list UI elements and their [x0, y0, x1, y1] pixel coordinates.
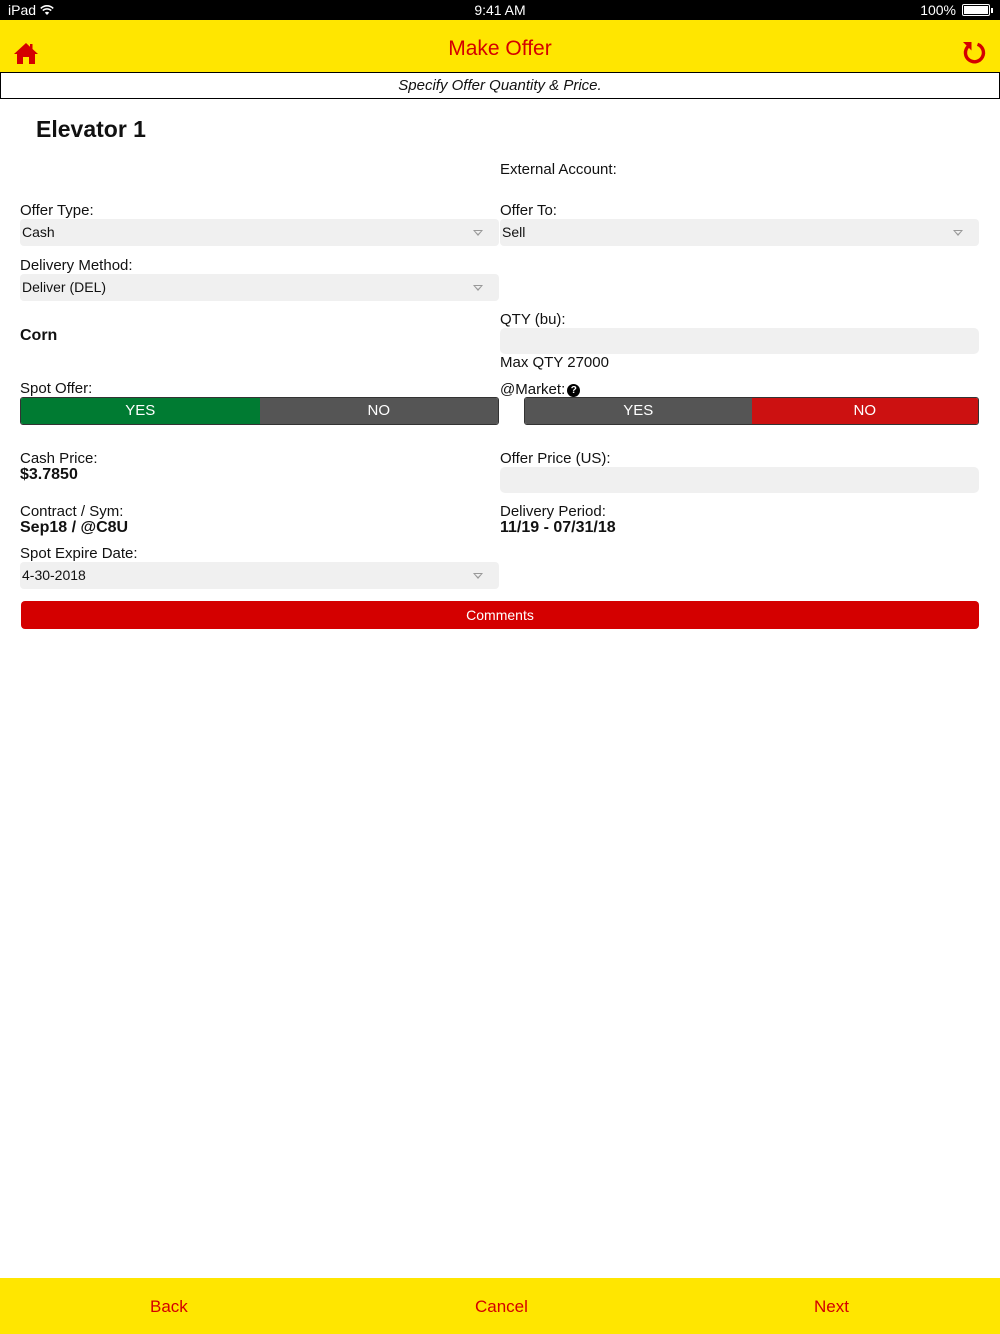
- dropdown-arrow-icon: [473, 230, 483, 236]
- offer-type-label: Offer Type:: [20, 202, 94, 219]
- delivery-period-label: Delivery Period:: [500, 503, 606, 520]
- offer-to-select[interactable]: [500, 219, 979, 246]
- next-button[interactable]: Next: [814, 1297, 849, 1316]
- offer-to-value: Sell: [502, 224, 526, 240]
- at-market-toggle[interactable]: [524, 397, 979, 425]
- cancel-button[interactable]: Cancel: [475, 1297, 528, 1316]
- back-button[interactable]: Back: [150, 1297, 188, 1316]
- at-market-label-text: @Market:: [500, 381, 566, 398]
- external-account-label: External Account:: [500, 161, 617, 178]
- battery-icon: [962, 4, 990, 16]
- offer-price-label: Offer Price (US):: [500, 450, 611, 467]
- delivery-period-value: 11/19 - 07/31/18: [500, 519, 616, 536]
- delivery-method-label: Delivery Method:: [20, 257, 133, 274]
- battery-percent: 100%: [920, 2, 956, 18]
- spot-offer-yes-button[interactable]: YES: [21, 398, 260, 424]
- dropdown-arrow-icon: [473, 573, 483, 579]
- offer-type-value: Cash: [22, 224, 55, 240]
- at-market-yes-button[interactable]: YES: [525, 398, 752, 424]
- help-icon[interactable]: ?: [567, 384, 580, 397]
- instruction-banner: Specify Offer Quantity & Price.: [0, 72, 1000, 99]
- offer-to-label: Offer To:: [500, 202, 557, 219]
- cash-price-label: Cash Price:: [20, 450, 98, 467]
- spot-expire-value: 4-30-2018: [22, 567, 86, 583]
- page-header-title: Make Offer: [448, 37, 552, 60]
- spot-offer-no-button[interactable]: NO: [260, 398, 499, 424]
- offer-type-select[interactable]: [20, 219, 499, 246]
- elevator-title: Elevator 1: [36, 116, 146, 142]
- at-market-label: [500, 381, 580, 398]
- spot-offer-toggle[interactable]: [20, 397, 499, 425]
- footer-bar: [0, 1278, 1000, 1334]
- spot-expire-label: Spot Expire Date:: [20, 545, 138, 562]
- cash-price-value: $3.7850: [20, 466, 78, 483]
- header-bar: [0, 20, 1000, 72]
- dropdown-arrow-icon: [473, 285, 483, 291]
- contract-label: Contract / Sym:: [20, 503, 124, 520]
- commodity-name: Corn: [20, 327, 58, 344]
- offer-price-input[interactable]: [500, 467, 979, 493]
- delivery-method-select[interactable]: [20, 274, 499, 301]
- dropdown-arrow-icon: [953, 230, 963, 236]
- comments-button[interactable]: Comments: [21, 601, 979, 629]
- at-market-no-button[interactable]: NO: [752, 398, 979, 424]
- spot-offer-label: Spot Offer:: [20, 380, 93, 397]
- refresh-icon[interactable]: [960, 39, 988, 67]
- contract-value: Sep18 / @C8U: [20, 519, 129, 536]
- delivery-method-value: Deliver (DEL): [22, 279, 107, 295]
- max-qty-text: Max QTY 27000: [500, 354, 609, 371]
- status-time: 9:41 AM: [474, 2, 526, 18]
- device-name: iPad: [8, 2, 37, 18]
- qty-label: QTY (bu):: [500, 311, 566, 328]
- qty-input[interactable]: [500, 328, 979, 354]
- status-bar: [0, 0, 1000, 20]
- spot-expire-select[interactable]: [20, 562, 499, 589]
